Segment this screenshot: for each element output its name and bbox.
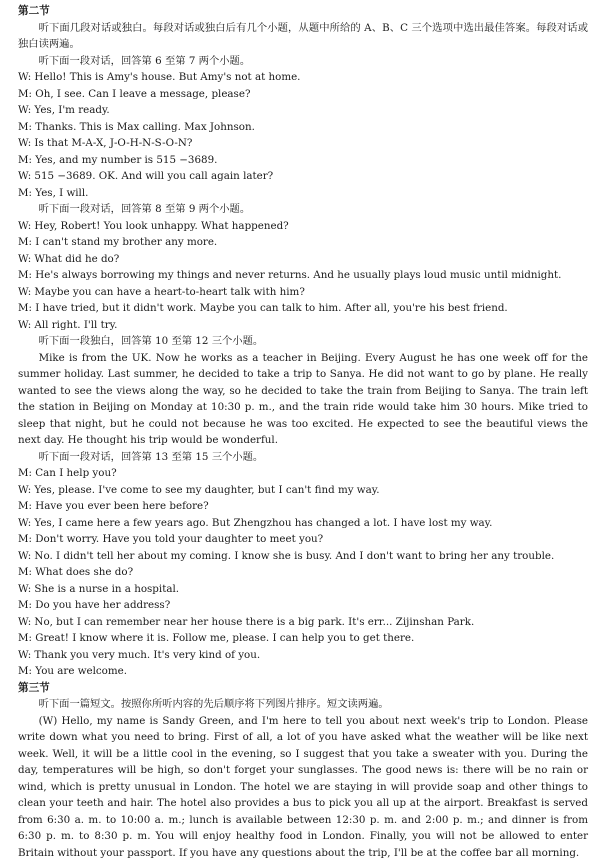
dialog-line: W: All right. I'll try. [18, 317, 588, 334]
dialog-2 [18, 218, 588, 334]
section-heading-part2: 第二节 [18, 3, 588, 20]
dialog-line: W: Hey, Robert! You look unhappy. What happened? [18, 218, 588, 235]
dialog-1 [18, 69, 588, 201]
section-heading-part3: 第三节 [18, 680, 588, 697]
dialog-line: W: 515 −3689. OK. And will you call again later? [18, 168, 588, 185]
dialog-line: M: Oh, I see. Can I leave a message, please? [18, 86, 588, 103]
dialog-2-intro: 听下面一段对话，回答第 8 至第 9 两个小题。 [18, 201, 588, 218]
dialog-line: M: Yes, I will. [18, 185, 588, 202]
dialog-line: W: Hello! This is Amy's house. But Amy's not at home. [18, 69, 588, 86]
dialog-line: W: Yes, please. I've come to see my daughter, but I can't find my way. [18, 482, 588, 499]
dialog-line: W: Yes, I came here a few years ago. But Zhengzhou has changed a lot. I have lost my way. [18, 515, 588, 532]
dialog-line: M: You are welcome. [18, 663, 588, 680]
dialog-line: M: Thanks. This is Max calling. Max Johnson. [18, 119, 588, 136]
dialog-line: M: What does she do? [18, 564, 588, 581]
dialog-line: M: Don't worry. Have you told your daughter to meet you? [18, 531, 588, 548]
part3-passage: (W) Hello, my name is Sandy Green, and I'm here to tell you about next week's trip to London. Please write down what you need to bring. First of all, a lot of you have asked what the weather will be like next week. Well, it will be a little cool in the evening, so I suggest that you take a sweater with you. During the day, temperatures will be high, so don't forget your sunglasses. The good news is: there will be no rain or wind, which is pretty unusual in London. The hotel we are staying in will provide soap and other things to clean your teeth and hair. The hotel also provides a bus to pick you all up at the airport. Breakfast is served from 6:30 a. m. to 10:00 a. m.; lunch is available between 12:30 p. m. and 2:00 p. m.; and dinner is from 6:30 p. m. to 8:30 p. m. You will enjoy healthy food in London. Finally, you will not be allowed to enter Britain without your passport. If you have any questions about the trip, I'll be at the coffee bar all morning. [18, 713, 588, 861]
dialog-line: M: Can I help you? [18, 465, 588, 482]
dialog-line: M: I have tried, but it didn't work. Maybe you can talk to him. After all, you're his best friend. [18, 300, 588, 317]
part2-instructions: 听下面几段对话或独白。每段对话或独白后有几个小题，从题中所给的 A、B、C 三个选项中选出最佳答案。每段对话或独白读两遍。 [18, 20, 588, 53]
dialog-line: W: What did he do? [18, 251, 588, 268]
dialog-line: W: Thank you very much. It's very kind of you. [18, 647, 588, 664]
dialog-line: W: No, but I can remember near her house there is a big park. It's err... Zijinshan Park. [18, 614, 588, 631]
dialog-line: M: Have you ever been here before? [18, 498, 588, 515]
part3-instructions: 听下面一篇短文。按照你所听内容的先后顺序将下列图片排序。短文读两遍。 [18, 696, 588, 713]
dialog-3-intro: 听下面一段对话，回答第 13 至第 15 三个小题。 [18, 449, 588, 466]
dialog-line: W: Is that M-A-X, J-O-H-N-S-O-N? [18, 135, 588, 152]
dialog-line: W: She is a nurse in a hospital. [18, 581, 588, 598]
dialog-line: W: Yes, I'm ready. [18, 102, 588, 119]
monologue-intro: 听下面一段独白，回答第 10 至第 12 三个小题。 [18, 333, 588, 350]
dialog-3 [18, 465, 588, 680]
monologue-text: Mike is from the UK. Now he works as a teacher in Beijing. Every August he has one week off for the summer holiday. Last summer, he decided to take a trip to Sanya. He did not want to go by plane. He really wanted to see the views along the way, so he decided to take the train from Beijing to Sanya. The train left the station in Beijing on Monday at 10:30 p. m., and the train ride would take him 30 hours. Mike tried to sleep that night, but he could not because he was too excited. He expected to see the beautiful views the next day. He thought his trip would be wonderful. [18, 350, 588, 449]
dialog-line: W: Maybe you can have a heart-to-heart talk with him? [18, 284, 588, 301]
dialog-line: M: He's always borrowing my things and never returns. And he usually plays loud music until midnight. [18, 267, 588, 284]
dialog-1-intro: 听下面一段对话，回答第 6 至第 7 两个小题。 [18, 53, 588, 70]
dialog-line: W: No. I didn't tell her about my coming. I know she is busy. And I don't want to bring her any trouble. [18, 548, 588, 565]
dialog-line: M: Do you have her address? [18, 597, 588, 614]
dialog-line: M: Great! I know where it is. Follow me, please. I can help you to get there. [18, 630, 588, 647]
dialog-line: M: I can't stand my brother any more. [18, 234, 588, 251]
dialog-line: M: Yes, and my number is 515 −3689. [18, 152, 588, 169]
